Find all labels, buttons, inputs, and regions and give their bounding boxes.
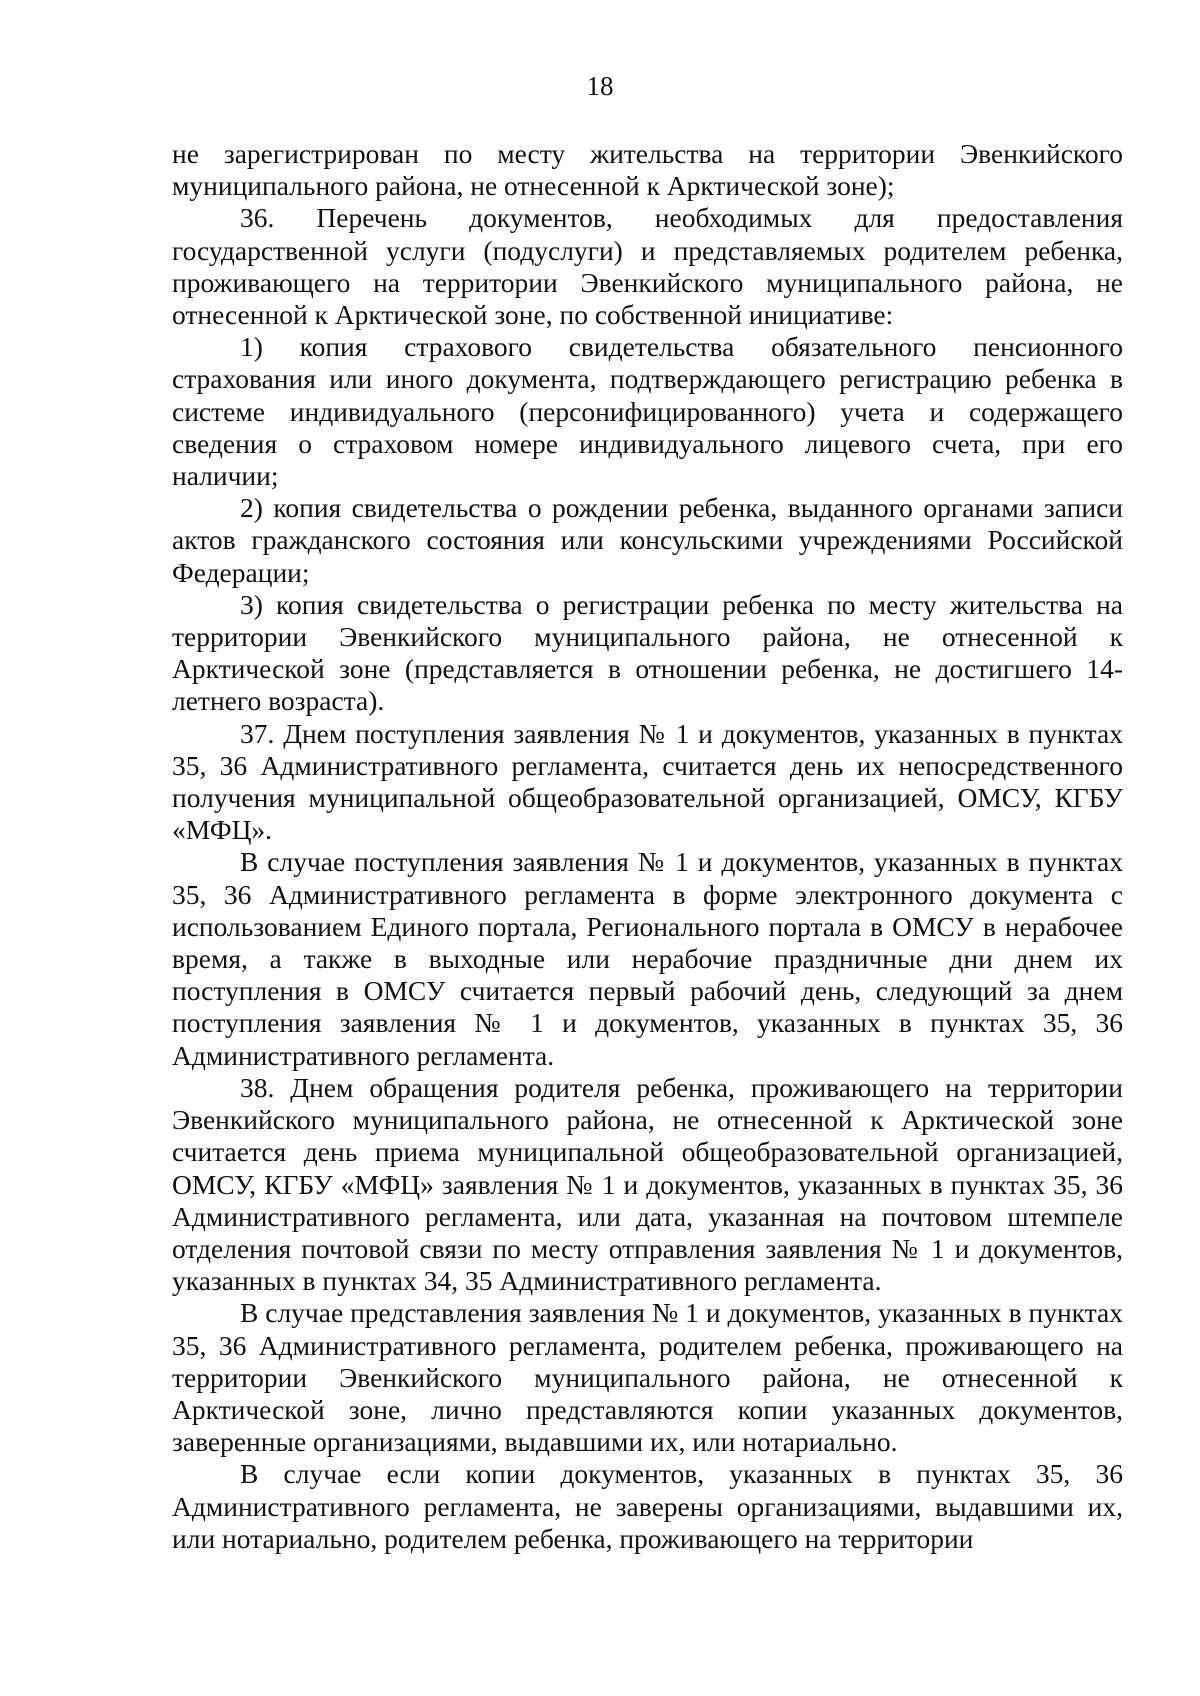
paragraph-item-38-personal: В случае представления заявления № 1 и документов, указанных в пунктах 35, 36 Административного регламента, родителем ребенка, проживающего на территории Эвенкийского муниципального района, не отнесенной к Арктической зоне, лично представляются копии указанных документов, заверенные организациями, выдавшими их, или нотариально. — [172, 1297, 1123, 1458]
paragraph-continuation: не зарегистрирован по месту жительства на территории Эвенкийского муниципального района, не отнесенной к Арктической зоне); — [172, 138, 1123, 202]
document-body — [172, 138, 1123, 1555]
paragraph-subitem-1: 1) копия страхового свидетельства обязательного пенсионного страхования или иного документа, подтверждающего регистрацию ребенка в системе индивидуального (персонифицированного) учета и содержащего сведения о страховом номере индивидуального лицевого счета, при его наличии; — [172, 331, 1123, 492]
paragraph-subitem-3: 3) копия свидетельства о регистрации ребенка по месту жительства на территории Эвенкийского муниципального района, не отнесенной к Арктической зоне (представляется в отношении ребенка, не достигшего 14-летнего возраста). — [172, 588, 1123, 717]
page-number: 18 — [586, 71, 614, 101]
paragraph-item-38: 38. Днем обращения родителя ребенка, проживающего на территории Эвенкийского муниципального района, не отнесенной к Арктической зоне считается день приема муниципальной общеобразовательной организацией, ОМСУ, КГБУ «МФЦ» заявления № 1 и документов, указанных в пунктах 35, 36 Административного регламента, или дата, указанная на почтовом штемпеле отделения почтовой связи по месту отправления заявления № 1 и документов, указанных в пунктах 34, 35 Административного регламента. — [172, 1071, 1123, 1297]
paragraph-item-37-electronic: В случае поступления заявления № 1 и документов, указанных в пунктах 35, 36 Административного регламента в форме электронного документа с использованием Единого портала, Регионального портала в ОМСУ в нерабочее время, а также в выходные или нерабочие праздничные дни днем их поступления в ОМСУ считается первый рабочий день, следующий за днем поступления заявления № 1 и документов, указанных в пунктах 35, 36 Административного регламента. — [172, 846, 1123, 1071]
paragraph-subitem-2: 2) копия свидетельства о рождении ребенка, выданного органами записи актов гражданского состояния или консульскими учреждениями Российской Федерации; — [172, 492, 1123, 588]
paragraph-item-37: 37. Днем поступления заявления № 1 и документов, указанных в пунктах 35, 36 Административного регламента, считается день их непосредственного получения муниципальной общеобразовательной организацией, ОМСУ, КГБУ «МФЦ». — [172, 717, 1123, 846]
paragraph-item-36: 36. Перечень документов, необходимых для предоставления государственной услуги (подуслуги) и представляемых родителем ребенка, проживающего на территории Эвенкийского муниципального района, не отнесенной к Арктической зоне, по собственной инициативе: — [172, 202, 1123, 331]
paragraph-item-38-uncertified: В случае если копии документов, указанных в пунктах 35, 36 Административного регламента, не заверены организациями, выдавшими их, или нотариально, родителем ребенка, проживающего на территории — [172, 1458, 1123, 1554]
